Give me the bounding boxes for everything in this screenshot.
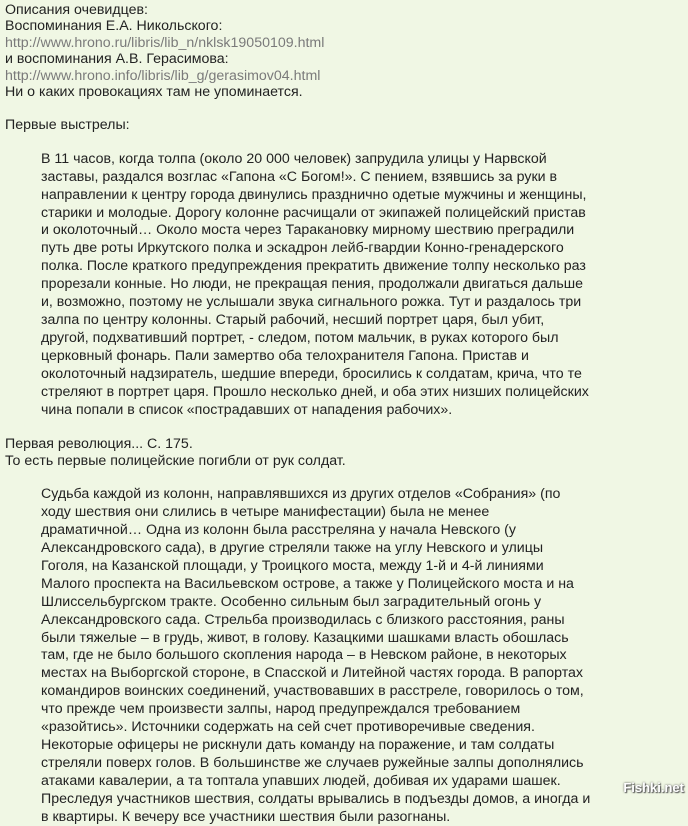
quote-line: Судьба каждой из колонн, направлявшихся из других отделов «Собрания» (по bbox=[41, 486, 561, 503]
source-link-gerasimov[interactable]: http://www.hrono.info/libris/lib_g/gerasimov04.html bbox=[5, 67, 321, 84]
source-link-nikolsky[interactable]: http://www.hrono.ru/libris/lib_n/nklsk19050109.html bbox=[5, 34, 325, 51]
quote-line: драматичной… Одна из колонн была расстреляна у начала Невского (у bbox=[41, 522, 516, 539]
quote-line: местах на Выборгской стороне, в Спасской и Литейной частях города. В рапортах bbox=[41, 665, 584, 682]
quote-line: атаками кавалерии, а та топтала упавших людей, добивая их ударами шашек. bbox=[41, 772, 561, 789]
quote-block-other-columns bbox=[41, 486, 677, 826]
spacer bbox=[5, 469, 685, 486]
intro-block bbox=[5, 2, 685, 100]
intro-line: Ни о каких провокациях там не упоминается. bbox=[5, 84, 303, 101]
quote-line: командиров воинских соединений, участвовавших в расстреле, говорилось о том, bbox=[41, 683, 584, 700]
quote-line: полка. После краткого предупреждения прекратить движение толпу несколько раз bbox=[41, 258, 586, 275]
quote-line: чина попали в список «пострадавших от нападения рабочих». bbox=[41, 401, 453, 418]
quote-line: Гоголя, на Казанской площади, у Троицкого моста, между 1-й и 4-й линиями bbox=[41, 557, 544, 574]
intro-line: Воспоминания Е.А. Никольского: bbox=[5, 18, 223, 35]
quote-line: Малого проспекта на Васильевском острове, а также у Полицейского моста и на bbox=[41, 575, 574, 592]
quote-line: В 11 часов, когда толпа (около 20 000 человек) запрудила улицы у Нарвской bbox=[41, 150, 547, 167]
site-watermark: Fishki.net bbox=[623, 779, 684, 795]
quote-line: и околоточный… Около моста через Таракановку мирному шествию преградили bbox=[41, 222, 575, 239]
section-heading: Первые выстрелы: bbox=[5, 117, 130, 134]
spacer bbox=[5, 100, 685, 117]
quote-line: прорезали конные. Но люди, не прекращая пения, продолжали двигаться дальше bbox=[41, 276, 584, 293]
quote-line: околоточный надзиратель, шедшие впереди, бросились к солдатам, крича, что те bbox=[41, 365, 582, 382]
intro-line: и воспоминания А.В. Герасимова: bbox=[5, 51, 229, 68]
quote-line: стреляют в портрет царя. Прошло несколько дней, и оба этих низших полицейских bbox=[41, 383, 589, 400]
quote-line: и, возможно, поэтому не услышали звука сигнального рожка. Тут и раздалось три bbox=[41, 294, 582, 311]
quote-line: стреляли поверх голов. В большинстве же случаев ружейные залпы дополнялись bbox=[41, 754, 584, 771]
quote-line: ходу шествия они слились в четыре манифестации) была не менее bbox=[41, 504, 490, 521]
quote-line: были тяжелые – в грудь, живот, в голову. Казацкими шашками власть обошлась bbox=[41, 629, 569, 646]
quote-line: Александровского сада), в другие стреляли также на углу Невского и улицы bbox=[41, 539, 544, 556]
middle-block bbox=[5, 436, 685, 469]
quote-line: что прежде чем произвести залпы, народ предупреждался требованием bbox=[41, 701, 521, 718]
commentary-line: То есть первые полицейские погибли от рук солдат. bbox=[5, 452, 346, 469]
quote-line: старики и молодые. Дорогу колонне расчищали от экипажей полицейский пристав bbox=[41, 204, 586, 221]
quote-line: Шлиссельбургском тракте. Особенно сильным был заградительный огонь у bbox=[41, 593, 542, 610]
quote-line: там, где не было большого скопления народа – в Невском районе, в некоторых bbox=[41, 647, 567, 664]
comment-body bbox=[5, 2, 685, 826]
quote-line: залпа по центру колонны. Старый рабочий, несший портрет царя, был убит, bbox=[41, 312, 545, 328]
spacer bbox=[5, 134, 685, 151]
quote-line: Александровского сада. Стрельба производилась с близкого расстояния, раны bbox=[41, 611, 565, 628]
quote-line: направлении к центру города двинулись празднично одетые мужчины и женщины, bbox=[41, 186, 587, 203]
quote-line: другой, подхвативший портрет, - следом, потом мальчик, в руках которого был bbox=[41, 329, 559, 346]
citation-line: Первая революция... С. 175. bbox=[5, 436, 193, 453]
quote-line: Преследуя участников шествия, солдаты врывались в подъезды домов, а иногда и bbox=[41, 790, 591, 807]
spacer bbox=[5, 419, 685, 436]
quote-block-first-shots bbox=[41, 151, 677, 420]
quote-line: церковный фонарь. Пали замертво оба телохранителя Гапона. Пристав и bbox=[41, 347, 529, 364]
quote-line: Некоторые офицеры не рискнули дать команду на поражение, и там солдаты bbox=[41, 736, 555, 753]
quote-line: путь две роты Иркутского полка и эскадрон лейб-гвардии Конно-гренадерского bbox=[41, 240, 564, 257]
intro-line: Описания очевидцев: bbox=[5, 2, 148, 18]
quote-line: заставы, раздался возглас «Гапона «С Богом!». С пением, взявшись за руки в bbox=[41, 168, 558, 185]
quote-line: «разойтись». Источники содержать на сей счет противоречивые сведения. bbox=[41, 719, 535, 736]
quote-line: в квартиры. К вечеру все участники шествия были разогнаны. bbox=[41, 808, 451, 825]
